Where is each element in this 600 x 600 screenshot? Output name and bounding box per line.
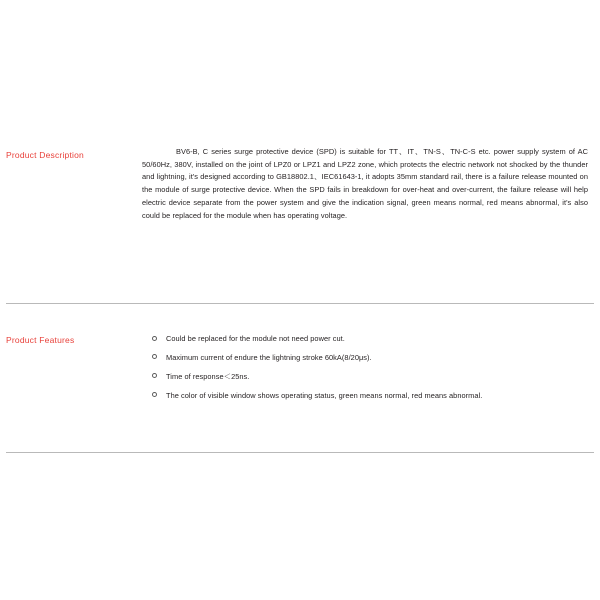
list-item bbox=[152, 333, 592, 344]
list-item bbox=[152, 390, 592, 401]
feature-text: Maximum current of endure the lightning stroke 60kA(8/20μs). bbox=[166, 352, 372, 362]
divider-rule-bottom bbox=[6, 452, 594, 453]
circle-bullet-icon bbox=[152, 373, 157, 378]
product-description-text: BV6-B, C series surge protective device (SPD) is suitable for TT、IT、TN-S、TN-C-S etc. power supply system of AC 50/60Hz, 380V, installed on the joint of LPZ0 or LPZ1 and LPZ2 zone, which protects the electric network not shocked by the thunder and lightning, it's designed according to GB18802.1、IEC61643-1, it adopts 35mm standard rail, there is a failure release mounted on the module of surge protective device. When the SPD fails in breakdown for over-heat and over-current, the failure release will help electric device separate from the power system and give the indication signal, green means normal, red means abnormal, it's also could be replaced for the module when has operating voltage. bbox=[142, 147, 588, 220]
product-description-label: Product Description bbox=[6, 150, 84, 160]
product-description-body bbox=[142, 146, 588, 222]
product-features-list bbox=[152, 333, 592, 409]
feature-text: Time of response＜25ns. bbox=[166, 371, 250, 381]
circle-bullet-icon bbox=[152, 354, 157, 359]
list-item bbox=[152, 352, 592, 363]
product-features-label: Product Features bbox=[6, 335, 75, 345]
circle-bullet-icon bbox=[152, 336, 157, 341]
feature-text: Could be replaced for the module not need power cut. bbox=[166, 334, 345, 343]
circle-bullet-icon bbox=[152, 392, 157, 397]
feature-text: The color of visible window shows operating status, green means normal, red means abnormal. bbox=[166, 390, 483, 400]
divider-rule-top bbox=[6, 303, 594, 304]
list-item bbox=[152, 371, 592, 382]
